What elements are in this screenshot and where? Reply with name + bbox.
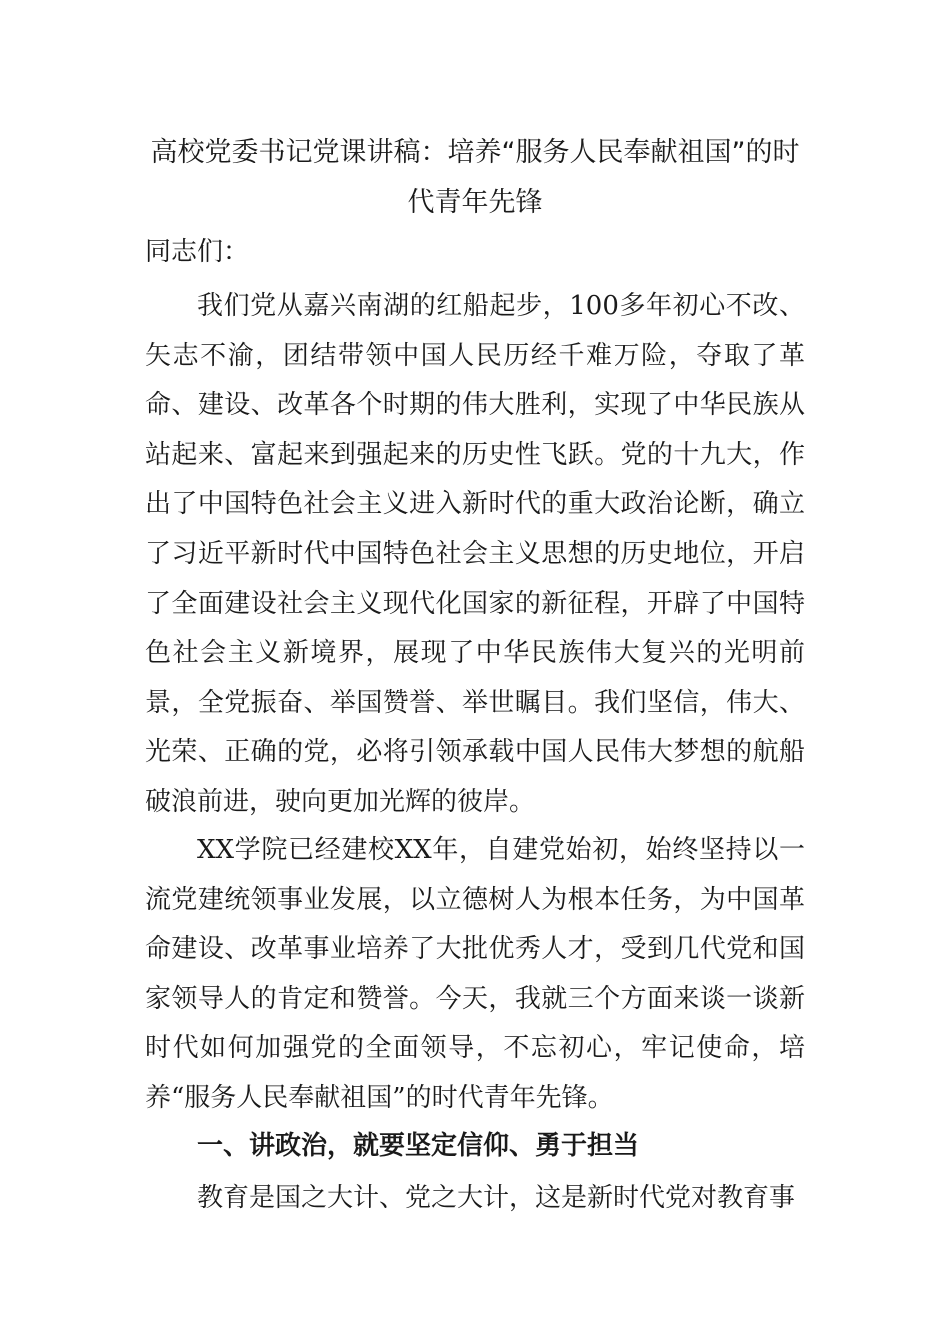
section-heading: 一、讲政治，就要坚定信仰、勇于担当 [197,1131,640,1161]
body-paragraph: XX学院已经建校XX年，自建党始初，始终坚持以一流党建统领事业发展，以立德树人为根本任务，为中国革命建设、改革事业培养了大批优秀人才，受到几代党和国家领导人的肯定和赞誉。今天，我就三个方面来谈一谈新时代如何加强党的全面领导，不忘初心，牢记使命，培养“服务人民奉献祖国”的时代青年先锋。 [145,835,805,1113]
body-paragraph: 教育是国之大计、党之大计，这是新时代党对教育事 [197,1183,796,1213]
document-title: 高校党委书记党课讲稿：培养“服务人民奉献祖国”的时代青年先锋 [150,137,800,218]
body-paragraph: 我们党从嘉兴南湖的红船起步，100多年初心不改、矢志不渝，团结带领中国人民历经千难万险，夺取了革命、建设、改革各个时期的伟大胜利，实现了中华民族从站起来、富起来到强起来的历史性飞跃。党的十九大，作出了中国特色社会主义进入新时代的重大政治论断，确立了习近平新时代中国特色社会主义思想的历史地位，开启了全面建设社会主义现代化国家的新征程，开辟了中国特色社会主义新境界，展现了中华民族伟大复兴的光明前景，全党振奋、举国赞誉、举世瞩目。我们坚信，伟大、光荣、正确的党，必将引领承载中国人民伟大梦想的航船破浪前进，驶向更加光辉的彼岸。 [145,291,805,817]
salutation: 同志们： [145,237,250,267]
